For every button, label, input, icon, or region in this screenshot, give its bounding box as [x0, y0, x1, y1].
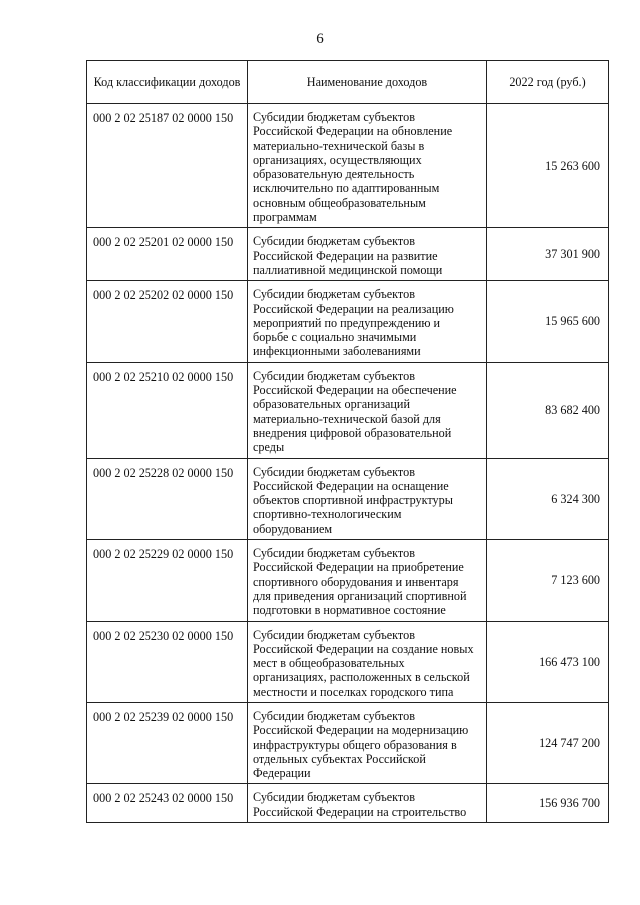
income-name-line: Российской Федерации на модернизацию — [253, 723, 469, 738]
table-row — [87, 621, 609, 702]
income-name-line: Субсидии бюджетам субъектов — [253, 287, 415, 302]
table-row — [87, 458, 609, 539]
table-row — [87, 702, 609, 783]
income-name-line: Субсидии бюджетам субъектов — [253, 234, 415, 249]
income-name-line: Российской Федерации на приобретение — [253, 560, 464, 575]
header-name: Наименование доходов — [248, 61, 487, 104]
income-name-line: Федерации — [253, 766, 311, 781]
income-name-line: Субсидии бюджетам субъектов — [253, 110, 415, 124]
income-name-line: мест в общеобразовательных — [253, 656, 405, 671]
income-name-line: местности и поселках городского типа — [253, 684, 454, 699]
income-table — [86, 60, 609, 823]
income-name-line: материально-технической базой для — [253, 411, 441, 426]
income-name-line: инфекционными заболеваниями — [253, 344, 421, 359]
income-name-line: Субсидии бюджетам субъектов — [253, 368, 415, 383]
income-amount: 83 682 400 — [487, 362, 609, 458]
income-name — [248, 104, 487, 228]
table-row — [87, 784, 609, 823]
income-name-line: организациях, осуществляющих — [253, 152, 422, 167]
table-row — [87, 540, 609, 621]
income-name-line: Субсидии бюджетам субъектов — [253, 708, 415, 723]
income-name — [248, 702, 487, 783]
income-name-line: объектов спортивной инфраструктуры — [253, 493, 453, 508]
income-name-line: Субсидии бюджетам субъектов — [253, 627, 415, 642]
income-name-line: отдельных субъектах Российской — [253, 751, 426, 766]
income-name — [248, 281, 487, 362]
income-amount: 7 123 600 — [487, 540, 609, 621]
income-name — [248, 228, 487, 281]
income-name-line: Российской Федерации на обновление — [253, 124, 453, 139]
income-amount: 6 324 300 — [487, 458, 609, 539]
income-name — [248, 540, 487, 621]
income-name-line: программам — [253, 210, 317, 225]
header-amount: 2022 год (руб.) — [487, 61, 609, 104]
income-name-line: образовательных организаций — [253, 397, 410, 412]
income-name-line: основным общеобразовательным — [253, 195, 426, 210]
table-row — [87, 104, 609, 228]
income-name-line: Российской Федерации на создание новых — [253, 641, 474, 656]
income-name-line: оборудованием — [253, 521, 333, 536]
income-name-line: Субсидии бюджетам субъектов — [253, 790, 415, 805]
income-name-line: образовательную деятельность — [253, 167, 415, 182]
income-code: 000 2 02 25229 02 0000 150 — [87, 540, 248, 621]
income-name-line: Российской Федерации на обеспечение — [253, 383, 457, 398]
income-code: 000 2 02 25210 02 0000 150 — [87, 362, 248, 458]
income-code: 000 2 02 25187 02 0000 150 — [87, 104, 248, 228]
income-code: 000 2 02 25201 02 0000 150 — [87, 228, 248, 281]
income-amount: 15 263 600 — [487, 104, 609, 228]
income-name-line: борьбе с социально значимыми — [253, 330, 417, 345]
income-name-line: подготовки в нормативное состояние — [253, 603, 446, 618]
income-code: 000 2 02 25228 02 0000 150 — [87, 458, 248, 539]
income-code: 000 2 02 25202 02 0000 150 — [87, 281, 248, 362]
income-name — [248, 784, 487, 823]
income-name-line: Российской Федерации на реализацию — [253, 301, 454, 316]
income-name-line: инфраструктуры общего образования в — [253, 737, 457, 752]
income-name-line: Российской Федерации на развитие — [253, 248, 438, 263]
income-name-line: Субсидии бюджетам субъектов — [253, 546, 415, 561]
income-code: 000 2 02 25239 02 0000 150 — [87, 702, 248, 783]
income-amount: 15 965 600 — [487, 281, 609, 362]
income-name-line: спортивно-технологическим — [253, 507, 402, 522]
page-number: 6 — [316, 31, 324, 47]
income-name-line: материально-технической базы в — [253, 138, 425, 153]
income-name-line: среды — [253, 440, 285, 455]
income-name-line: мероприятий по предупреждению и — [253, 315, 441, 330]
income-name-line: для приведения организаций спортивной — [253, 588, 467, 603]
income-name-line: паллиативной медицинской помощи — [253, 262, 443, 277]
income-name-line: внедрения цифровой образовательной — [253, 425, 452, 440]
income-name — [248, 621, 487, 702]
income-name-line: Российской Федерации на строительство — [253, 804, 467, 819]
table-row — [87, 281, 609, 362]
table-row — [87, 362, 609, 458]
income-amount: 166 473 100 — [487, 621, 609, 702]
income-amount: 37 301 900 — [487, 228, 609, 281]
income-name — [248, 362, 487, 458]
income-name-line: Субсидии бюджетам субъектов — [253, 464, 415, 479]
income-name-line: организациях, расположенных в сельской — [253, 670, 470, 685]
header-code: Код классификации доходов — [87, 61, 248, 104]
income-name-line: Российской Федерации на оснащение — [253, 478, 449, 493]
income-code: 000 2 02 25243 02 0000 150 — [87, 784, 248, 823]
income-amount: 156 936 700 — [487, 784, 609, 823]
income-name-line: исключительно по адаптированным — [253, 181, 440, 196]
income-code: 000 2 02 25230 02 0000 150 — [87, 621, 248, 702]
table-header-row — [87, 61, 609, 104]
income-name — [248, 458, 487, 539]
income-name-line: спортивного оборудования и инвентаря — [253, 574, 459, 589]
table-row — [87, 228, 609, 281]
income-amount: 124 747 200 — [487, 702, 609, 783]
